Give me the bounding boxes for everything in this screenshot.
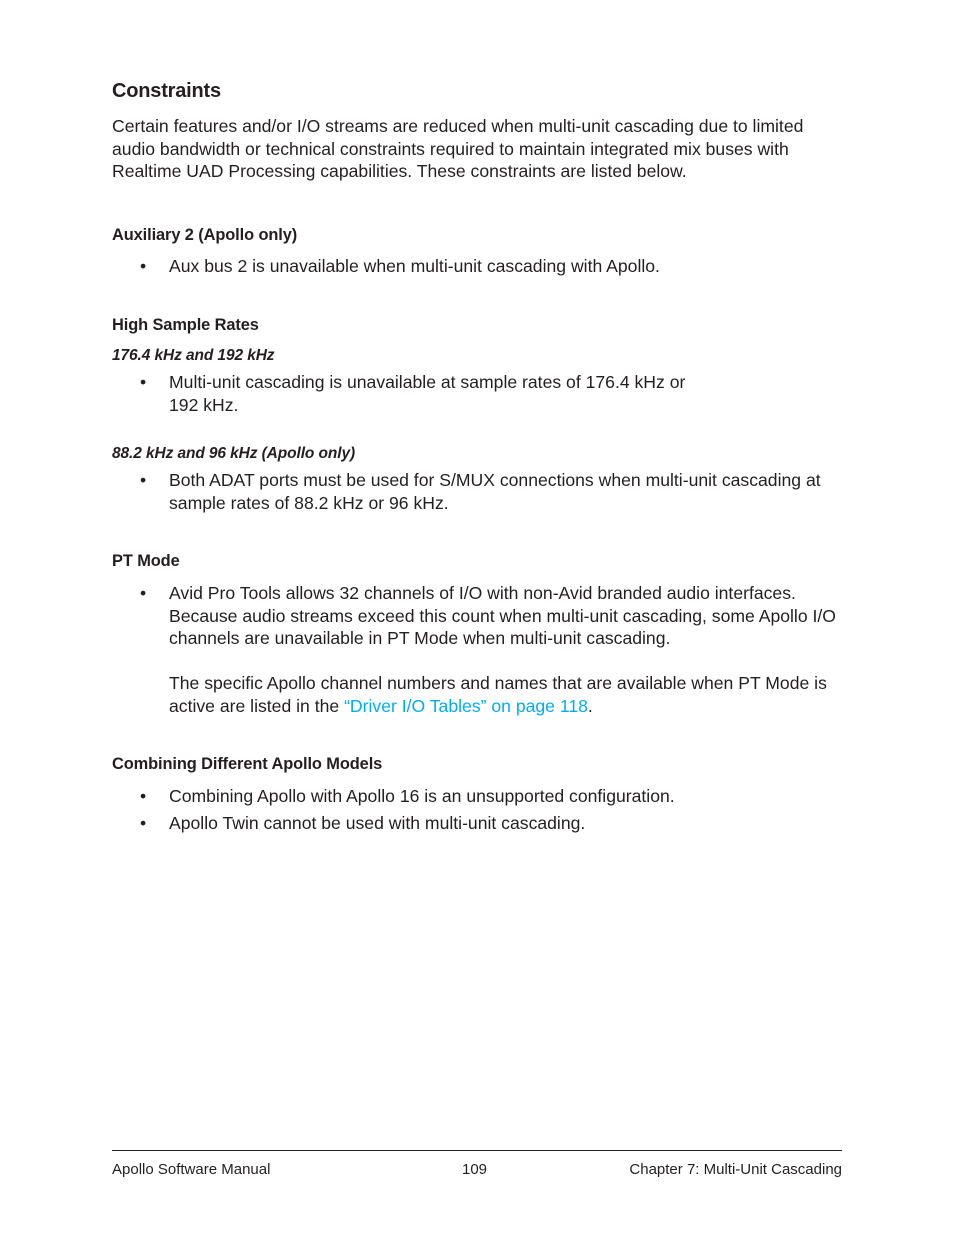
list-item-text: Combining Apollo with Apollo 16 is an unsupported configuration.	[169, 786, 675, 806]
bullet-icon: •	[140, 470, 147, 490]
heading-auxiliary-2: Auxiliary 2 (Apollo only)	[112, 226, 298, 244]
followup-text-before: The specific Apollo channel numbers and names that are available when PT Mode is active are listed in the	[169, 673, 827, 716]
bullet-icon: •	[140, 372, 147, 392]
footer-divider	[112, 1150, 842, 1151]
bullet-icon: •	[140, 813, 147, 833]
bullet-icon: •	[140, 583, 147, 603]
footer-manual-title: Apollo Software Manual	[112, 1161, 271, 1178]
bullet-icon: •	[140, 256, 147, 276]
subheading-88-96: 88.2 kHz and 96 kHz (Apollo only)	[112, 445, 356, 462]
subheading-176-192: 176.4 kHz and 192 kHz	[112, 347, 275, 364]
list-item-text: Aux bus 2 is unavailable when multi-unit cascading with Apollo.	[169, 256, 660, 276]
section-title: Constraints	[112, 80, 221, 102]
heading-high-sample-rates: High Sample Rates	[112, 316, 259, 334]
list-item-text-line: 192 kHz.	[169, 394, 239, 415]
list-item	[112, 371, 844, 417]
list-item-text: Avid Pro Tools allows 32 channels of I/O with non-Avid branded audio interfaces. Because audio streams exceed this count when multi-unit cascading, some Apollo I/O channels are unavailable in PT Mode when multi-unit cascading.	[169, 583, 836, 648]
driver-io-tables-link[interactable]: “Driver I/O Tables” on page 118	[344, 695, 588, 716]
footer-page-number: 109	[462, 1161, 488, 1178]
heading-combining-models: Combining Different Apollo Models	[112, 755, 383, 773]
list-item-text: Both ADAT ports must be used for S/MUX connections when multi-unit cascading at sample rates of 88.2 kHz or 96 kHz.	[169, 470, 821, 513]
list-item-text	[169, 371, 844, 416]
heading-pt-mode: PT Mode	[112, 552, 180, 570]
followup-text-after: .	[587, 695, 593, 716]
footer-chapter-title: Chapter 7: Multi-Unit Cascading	[629, 1161, 842, 1178]
list-item-text: Apollo Twin cannot be used with multi-unit cascading.	[169, 813, 586, 833]
bullet-icon: •	[140, 786, 147, 806]
intro-paragraph: Certain features and/or I/O streams are reduced when multi-unit cascading due to limited audio bandwidth or technical constraints required to maintain integrated mix buses with Realtime UAD Processing capabilities. These constraints are listed below.	[112, 116, 804, 181]
list-item-text-line: Multi-unit cascading is unavailable at sample rates of 176.4 kHz or	[169, 372, 686, 392]
pt-mode-followup-text	[169, 672, 844, 717]
